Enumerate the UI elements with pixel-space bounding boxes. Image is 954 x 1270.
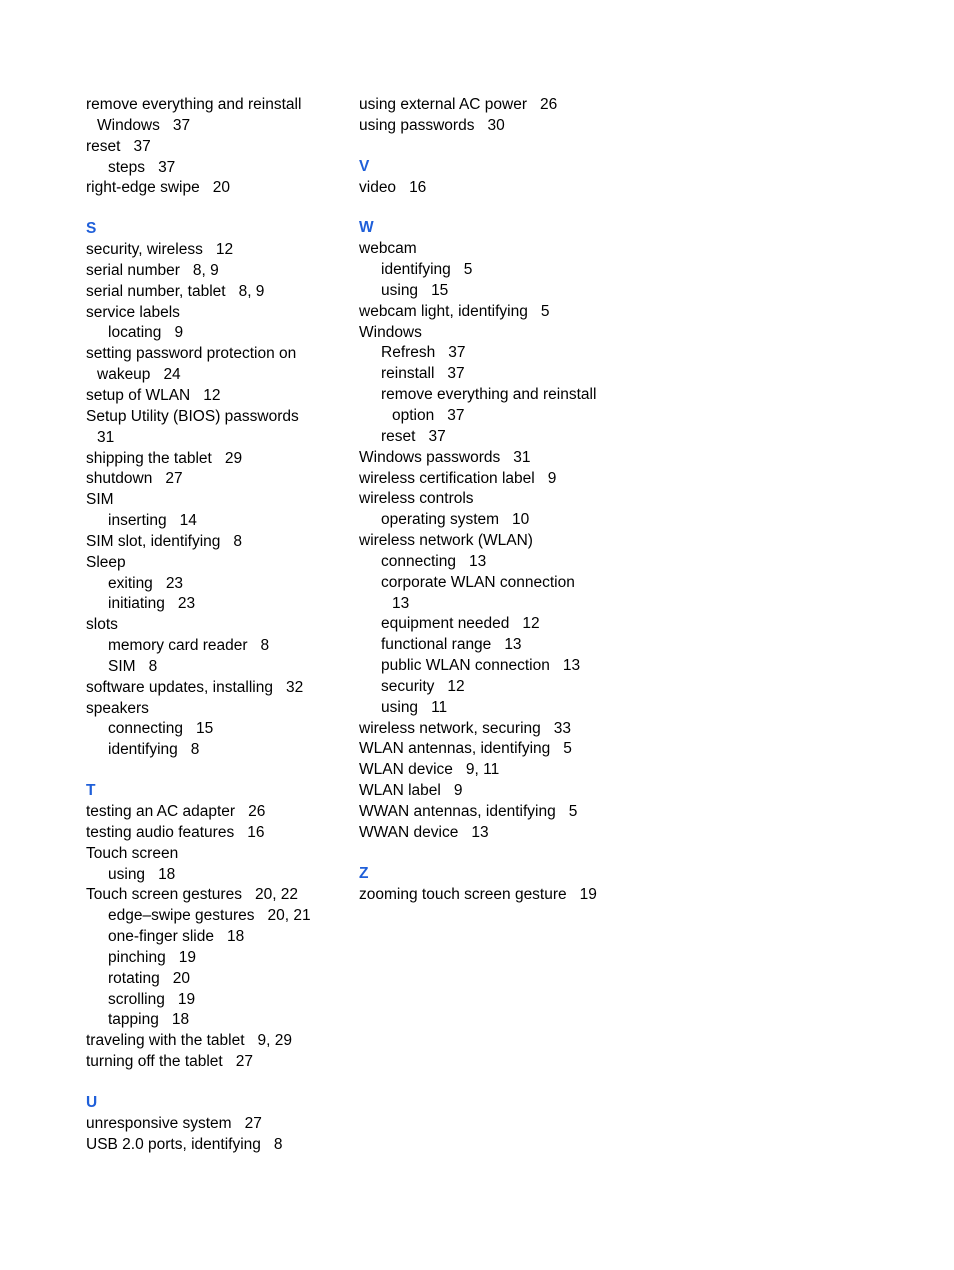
index-entry [359, 178, 659, 199]
index-page-ref[interactable]: 12 [447, 677, 465, 695]
index-entry [359, 739, 659, 760]
index-term: testing audio features [86, 823, 235, 841]
index-page-ref[interactable]: 33 [553, 719, 572, 737]
index-entry [359, 239, 659, 260]
index-term: remove everything and reinstall [86, 96, 302, 113]
index-letter-heading-u: U [86, 1093, 98, 1111]
index-entry [86, 1114, 348, 1135]
index-subentry [359, 552, 659, 573]
index-entry [86, 95, 348, 116]
index-term: public WLAN connection [381, 657, 550, 675]
index-subentry [86, 990, 348, 1011]
index-letter-heading-v: V [359, 157, 370, 175]
section-gap [86, 199, 348, 219]
index-term: functional range [381, 636, 492, 654]
index-page-ref[interactable]: 13 [468, 552, 487, 570]
index-subentry [86, 594, 348, 615]
index-entry [86, 699, 348, 720]
index-page-ref[interactable]: 20 [172, 969, 190, 987]
index-subentry [359, 614, 659, 635]
index-term: Sleep [86, 553, 126, 571]
index-term: webcam light, identifying [359, 302, 528, 320]
index-entry [86, 178, 348, 199]
index-entry [86, 407, 348, 428]
index-term: initiating [108, 595, 165, 613]
index-page-ref[interactable]: 31 [513, 448, 531, 466]
index-subentry [359, 427, 659, 448]
index-term: reset [381, 427, 416, 445]
index-term: wireless network (WLAN) [359, 532, 533, 550]
index-entry [86, 615, 348, 636]
index-entry [359, 323, 659, 344]
index-page-ref[interactable]: 23 [177, 595, 196, 613]
index-term: wireless certification label [359, 469, 535, 487]
index-term: using external AC power [359, 96, 528, 113]
index-term: memory card reader [108, 637, 248, 655]
index-term: edge–swipe gestures [108, 907, 255, 925]
index-term: setting password protection on [86, 345, 297, 363]
index-term: security, wireless [86, 241, 203, 259]
index-page-ref[interactable]: 14 [179, 512, 197, 530]
index-page-ref[interactable]: 9 [174, 324, 184, 342]
index-page-ref[interactable]: 18 [158, 865, 176, 883]
index-term: connecting [381, 552, 456, 570]
index-entry [359, 823, 659, 844]
index-subentry [359, 573, 659, 594]
index-page-ref[interactable]: 12 [215, 241, 234, 259]
section-gap [359, 137, 659, 157]
section-gap [359, 198, 659, 218]
index-term: tapping [108, 1011, 159, 1029]
index-page-ref[interactable]: 27 [244, 1114, 262, 1132]
index-entry [359, 719, 659, 740]
index-term: wakeup [97, 366, 151, 384]
index-subentry [86, 948, 348, 969]
index-subentry [86, 636, 348, 657]
index-term: video [359, 178, 397, 196]
index-term: webcam [359, 240, 417, 258]
index-subentry [86, 657, 348, 678]
index-term: Windows [359, 323, 422, 341]
index-entry [86, 449, 348, 470]
index-page-ref[interactable]: 13 [392, 594, 410, 612]
index-entry [86, 303, 348, 324]
index-subentry [86, 158, 348, 179]
index-entry [86, 137, 348, 158]
index-page-ref[interactable]: 8 [190, 741, 200, 759]
index-subentry [86, 719, 348, 740]
index-page-ref[interactable]: 20, 22 [254, 886, 299, 904]
index-term: SIM [108, 657, 136, 675]
index-subentry [359, 343, 659, 364]
index-term: using [381, 698, 419, 716]
index-page-ref[interactable]: 9 [453, 782, 463, 800]
index-entry [86, 386, 348, 407]
index-entry [86, 282, 348, 303]
index-term: locating [108, 324, 162, 342]
index-page-ref[interactable]: 37 [448, 344, 466, 362]
index-entry [86, 802, 348, 823]
index-page-ref[interactable]: 5 [463, 261, 473, 279]
index-term: testing an AC adapter [86, 803, 236, 820]
index-entry [359, 760, 659, 781]
index-entry [86, 490, 348, 511]
index-term: wireless controls [359, 490, 474, 508]
index-page-ref[interactable]: 12 [203, 386, 221, 404]
index-subentry [86, 574, 348, 595]
index-term: wireless network, securing [359, 719, 541, 737]
index-page-ref[interactable]: 37 [133, 137, 151, 155]
index-term: WLAN antennas, identifying [359, 740, 551, 758]
index-term: exiting [108, 574, 153, 592]
index-entry [86, 823, 348, 844]
index-subentry [86, 323, 348, 344]
section-gap [359, 844, 659, 864]
index-entry-continuation [86, 116, 348, 137]
index-entry [86, 1031, 348, 1052]
index-term: traveling with the tablet [86, 1032, 245, 1050]
index-term: SIM slot, identifying [86, 532, 221, 550]
index-subentry [359, 510, 659, 531]
index-term: slots [86, 616, 118, 634]
index-subentry [86, 865, 348, 886]
index-term: WLAN label [359, 782, 441, 800]
index-subentry [86, 511, 348, 532]
index-column-right [359, 95, 659, 905]
index-term: one-finger slide [108, 928, 214, 946]
index-subentry [86, 740, 348, 761]
index-term: serial number, tablet [86, 282, 226, 300]
index-subentry [359, 698, 659, 719]
index-page-ref[interactable]: 8, 9 [192, 261, 219, 279]
index-entry [86, 240, 348, 261]
index-term: remove everything and reinstall [381, 386, 597, 404]
index-term: rotating [108, 969, 160, 987]
index-term: scrolling [108, 990, 165, 1008]
index-term: WLAN device [359, 761, 453, 779]
index-page-ref[interactable]: 20, 21 [267, 907, 311, 925]
index-subentry [359, 677, 659, 698]
index-letter-heading-z: Z [359, 864, 369, 882]
index-entry [359, 531, 659, 552]
index-page-ref[interactable]: 8 [260, 637, 270, 655]
index-term: Touch screen [86, 844, 179, 862]
index-term: using passwords [359, 116, 475, 134]
index-term: Setup Utility (BIOS) passwords [86, 407, 299, 425]
index-letter-heading-s: S [86, 220, 97, 238]
index-letter-heading-t: T [86, 782, 96, 800]
section-gap [86, 1073, 348, 1093]
index-page-ref[interactable]: 18 [171, 1011, 190, 1029]
index-page-ref[interactable]: 37 [172, 116, 191, 134]
index-term: steps [108, 158, 146, 176]
index-subentry [359, 656, 659, 677]
index-page-ref[interactable]: 18 [226, 928, 245, 946]
index-page-ref[interactable]: 20 [212, 179, 230, 197]
index-page-ref[interactable]: 37 [158, 158, 176, 176]
index-subentry [359, 364, 659, 385]
index-term: unresponsive system [86, 1114, 232, 1132]
index-term: using [381, 281, 419, 299]
section-gap [86, 761, 348, 781]
index-page-ref[interactable]: 16 [247, 823, 265, 841]
index-page-ref[interactable]: 5 [540, 302, 550, 320]
index-subentry [359, 385, 659, 406]
index-entry [359, 95, 659, 116]
index-entry-continuation [359, 406, 659, 427]
index-term: Windows [97, 116, 160, 134]
index-page-ref[interactable]: 27 [235, 1053, 253, 1071]
index-term: turning off the tablet [86, 1053, 223, 1071]
index-page-ref[interactable]: 32 [285, 678, 304, 696]
index-column-left [86, 95, 348, 1156]
index-term: Windows passwords [359, 448, 501, 466]
index-page-ref[interactable]: 8, 9 [238, 282, 265, 300]
index-term: WWAN device [359, 823, 459, 841]
index-page-ref[interactable]: 8 [233, 532, 243, 550]
index-term: software updates, installing [86, 678, 273, 696]
index-page-ref[interactable]: 26 [540, 96, 558, 113]
index-term: operating system [381, 511, 500, 529]
index-term: equipment needed [381, 615, 510, 633]
index-entry [86, 553, 348, 574]
index-term: option [392, 406, 435, 424]
index-entry [359, 781, 659, 802]
index-term: setup of WLAN [86, 386, 191, 404]
index-entry [86, 678, 348, 699]
index-term: shutdown [86, 470, 153, 488]
index-entry [86, 844, 348, 865]
index-page-ref[interactable]: 9, 11 [465, 761, 500, 779]
index-term: identifying [108, 741, 178, 759]
index-entry [359, 802, 659, 823]
index-entry-continuation [86, 365, 348, 386]
index-page-ref[interactable]: 15 [195, 720, 214, 738]
index-page-ref[interactable]: 11 [431, 698, 448, 716]
index-term: reset [86, 137, 121, 155]
index-page-ref[interactable]: 19 [177, 990, 196, 1008]
index-page-ref[interactable]: 8 [148, 657, 158, 675]
index-subentry [359, 281, 659, 302]
index-page-ref[interactable]: 10 [512, 511, 530, 529]
index-term: reinstall [381, 365, 435, 383]
index-page-ref[interactable]: 5 [568, 803, 578, 820]
index-term: zooming touch screen gesture [359, 885, 567, 903]
index-page-ref[interactable]: 37 [428, 427, 446, 445]
index-term: serial number [86, 261, 180, 279]
index-term: identifying [381, 261, 451, 279]
index-entry [359, 469, 659, 490]
index-entry [86, 261, 348, 282]
index-term: WWAN antennas, identifying [359, 803, 556, 820]
index-page-ref[interactable]: 13 [504, 636, 522, 654]
index-entry [86, 532, 348, 553]
index-page-ref[interactable]: 24 [163, 366, 181, 384]
index-entry [359, 448, 659, 469]
index-page-ref[interactable]: 29 [224, 449, 243, 467]
index-term: pinching [108, 948, 166, 966]
index-entry [359, 885, 659, 906]
index-term: using [108, 865, 146, 883]
index-entry [359, 116, 659, 137]
index-entry [359, 302, 659, 323]
index-subentry [86, 969, 348, 990]
index-page-ref[interactable]: 13 [562, 657, 581, 675]
index-entry [86, 885, 348, 906]
index-page-ref[interactable]: 26 [248, 803, 266, 820]
index-page-ref[interactable]: 27 [165, 470, 183, 488]
index-subentry [359, 260, 659, 281]
index-subentry [86, 906, 348, 927]
index-term: corporate WLAN connection [381, 573, 575, 591]
index-page-ref[interactable]: 5 [563, 740, 572, 758]
index-page-ref[interactable]: 19 [178, 948, 196, 966]
index-entry [359, 489, 659, 510]
index-page-ref[interactable]: 16 [409, 178, 427, 196]
index-page-ref[interactable]: 15 [431, 281, 449, 299]
index-entry [86, 1052, 348, 1073]
index-term: SIM [86, 491, 114, 509]
index-entry [86, 344, 348, 365]
index-term: connecting [108, 720, 183, 738]
index-subentry [86, 927, 348, 948]
index-letter-heading-w: W [359, 219, 374, 237]
index-page-ref[interactable]: 19 [579, 885, 597, 903]
index-entry-continuation [359, 594, 659, 615]
index-page-ref[interactable]: 8 [273, 1135, 283, 1153]
index-term: Refresh [381, 344, 436, 362]
index-page-ref[interactable]: 30 [487, 116, 505, 134]
index-term: security [381, 677, 435, 695]
index-page-ref[interactable]: 12 [522, 615, 540, 633]
index-term: service labels [86, 303, 180, 321]
index-term: inserting [108, 512, 167, 530]
index-page-ref[interactable]: 37 [447, 365, 465, 383]
index-page-ref[interactable]: 37 [447, 406, 465, 424]
index-subentry [359, 635, 659, 656]
index-page-ref[interactable]: 23 [165, 574, 184, 592]
index-entry-continuation [86, 428, 348, 449]
index-term: USB 2.0 ports, identifying [86, 1135, 261, 1153]
index-page-ref[interactable]: 13 [471, 823, 489, 841]
index-page-ref[interactable]: 9, 29 [257, 1032, 293, 1050]
index-page-ref[interactable]: 31 [97, 428, 115, 446]
index-entry [86, 469, 348, 490]
index-term: speakers [86, 699, 149, 717]
index-entry [86, 1135, 348, 1156]
index-subentry [86, 1010, 348, 1031]
index-page-ref[interactable]: 9 [547, 469, 557, 487]
index-term: right-edge swipe [86, 179, 200, 197]
index-term: shipping the tablet [86, 449, 212, 467]
index-term: Touch screen gestures [86, 886, 242, 904]
